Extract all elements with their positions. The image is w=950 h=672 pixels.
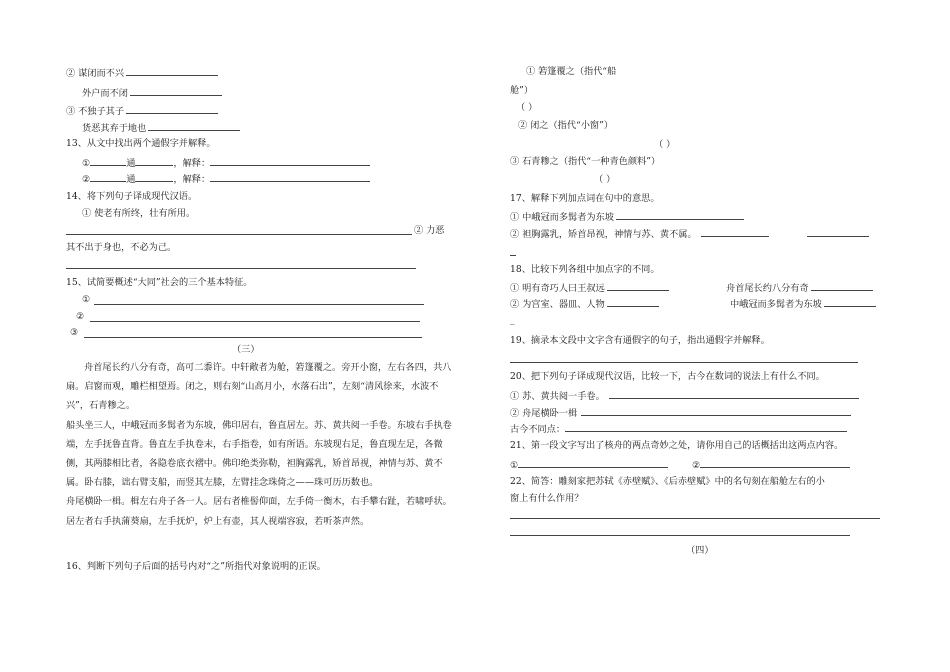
answer-blank[interactable] bbox=[616, 210, 744, 220]
q18-item-2a bbox=[510, 297, 659, 311]
q13-item-2-num: ② bbox=[82, 174, 91, 185]
answer-blank[interactable] bbox=[565, 422, 847, 432]
passage-paragraph-1: 舟首尾长约八分有奇，高可二黍许。中轩敞者为舱，箬篷覆之。旁开小窗，左右各四，共八扇。启窗而观，雕栏相望焉。闭之，则右刻“山高月小，水落石出”，左刻“清风徐来，水波不兴”，石青糁之。 bbox=[66, 362, 452, 412]
answer-line[interactable] bbox=[66, 234, 412, 235]
q15-item-2: ② bbox=[76, 311, 85, 322]
answer-blank[interactable] bbox=[90, 172, 126, 182]
q18-item-2a-text: ② 为宫室、器皿、人物 bbox=[510, 299, 605, 310]
answer-blank[interactable] bbox=[126, 66, 218, 76]
answer-line[interactable] bbox=[66, 268, 416, 269]
q18-prompt: 18、比较下列各组中加点字的不同。 bbox=[510, 264, 660, 275]
q14-item-2-cont: 其不出于身也，不必为己。 bbox=[66, 242, 177, 253]
answer-line[interactable] bbox=[510, 518, 880, 519]
q16-item-1-bracket[interactable]: （ ） bbox=[516, 102, 538, 113]
q16-item-2a: ② 闭之（指代“小窗”） bbox=[518, 120, 614, 131]
q15-item-1: ① bbox=[82, 294, 91, 305]
q12-item-2a-text: ② 谋闭而不兴 bbox=[66, 68, 125, 79]
q20-prompt: 20、把下列句子译成现代汉语，比较一下，古今在数词的说法上有什么不同。 bbox=[510, 371, 825, 382]
passage-paragraph-2: 船头坐三人，中峨冠而多髯者为东坡，佛印居右，鲁直居左。苏、黄共阅一手卷。东坡右手执卷端，左手抚鲁直背。鲁直左手执卷末，右手指卷，如有所语。东坡现右足，鲁直现左足，各微侧，其两膝相比者，各隐卷底衣褶中。佛印绝类弥勒，袒胸露乳，矫首昂视，神情与苏、黄不属。卧右膝，诎右臂支船，而竖其左膝，左臂挂念珠倚之——珠可历历数也。 bbox=[66, 419, 452, 489]
q19-prompt: 19、摘录本文段中文字含有通假字的句子，指出通假字并解释。 bbox=[510, 335, 770, 346]
q18-item-2b-text: 中峨冠而多髯者为东坡 bbox=[730, 299, 822, 310]
q20-item-3-text: 古今不同点： bbox=[510, 424, 566, 435]
q12-item-3a-text: ③ 不独子其子 bbox=[66, 106, 125, 117]
q17-item-2 bbox=[510, 227, 869, 241]
answer-blank[interactable] bbox=[126, 104, 218, 114]
answer-blank[interactable] bbox=[609, 389, 859, 399]
answer-blank[interactable] bbox=[135, 156, 173, 166]
q20-item-2 bbox=[510, 406, 851, 420]
q20-item-1 bbox=[510, 389, 859, 403]
q13-item-2 bbox=[82, 172, 370, 186]
q16-prompt: 16、判断下列句子后面的括号内对“之”所指代对象说明的正误。 bbox=[66, 561, 326, 572]
q12-item-3b bbox=[82, 121, 240, 135]
answer-line[interactable] bbox=[84, 337, 422, 338]
answer-line[interactable] bbox=[510, 362, 858, 363]
q17-item-1-text: ① 中峨冠而多髯者为东坡 bbox=[510, 212, 614, 223]
q21-item-1-num: ① bbox=[510, 460, 519, 471]
q20-item-3 bbox=[510, 422, 847, 436]
answer-blank[interactable] bbox=[607, 281, 669, 291]
q15-item-3: ③ bbox=[70, 327, 79, 338]
q21-item-2-num: ② bbox=[692, 460, 701, 471]
q17-item-1 bbox=[510, 210, 744, 224]
q21-item-2 bbox=[692, 458, 850, 472]
answer-line[interactable] bbox=[94, 304, 424, 305]
q13-tong-label: 通 bbox=[126, 174, 136, 185]
q16-item-1a: ① 箬篷覆之（指代“船 bbox=[526, 66, 617, 77]
q21-item-1 bbox=[510, 458, 668, 472]
q17-prompt: 17、解释下列加点词在句中的意思。 bbox=[510, 193, 660, 204]
answer-line[interactable] bbox=[510, 535, 850, 536]
q13-prompt: 13、从文中找出两个通假字并解释。 bbox=[66, 138, 216, 149]
answer-blank[interactable] bbox=[824, 297, 876, 307]
q16-item-3-bracket[interactable]: （ ） bbox=[594, 174, 616, 185]
answer-line[interactable] bbox=[510, 255, 516, 256]
answer-blank[interactable] bbox=[130, 86, 222, 96]
q22-prompt-line2: 窗上有什么作用？ bbox=[510, 493, 584, 504]
answer-blank[interactable] bbox=[607, 297, 659, 307]
answer-blank[interactable] bbox=[210, 172, 370, 182]
q18-item-1a-text: ① 明有奇巧人曰王叔远 bbox=[510, 283, 605, 294]
q18-trailing-dash: _ bbox=[510, 314, 515, 325]
q13-explain-label: ，解释： bbox=[173, 158, 211, 169]
section-three-heading: （三） bbox=[232, 344, 260, 355]
answer-blank[interactable] bbox=[807, 227, 869, 237]
answer-blank[interactable] bbox=[811, 281, 873, 291]
q16-item-1b: 舱”） bbox=[510, 85, 534, 96]
q14-prompt: 14、将下列句子译成现代汉语。 bbox=[66, 191, 198, 202]
answer-blank[interactable] bbox=[701, 227, 769, 237]
q18-item-1b bbox=[726, 281, 873, 295]
passage-paragraph-3: 舟尾横卧一楫。楫左右舟子各一人。居右者椎髻仰面，左手倚一衡木，右手攀右趾，若啸呼状。居左者右手执蒲葵扇，左手抚炉，炉上有壶，其人视端容寂，若听茶声然。 bbox=[66, 496, 452, 527]
q20-item-2-text: ② 舟尾横卧一楫 bbox=[510, 408, 578, 419]
q18-item-2b bbox=[730, 297, 876, 311]
answer-blank[interactable] bbox=[90, 156, 126, 166]
q12-item-2b-text: 外户而不闭 bbox=[82, 88, 128, 99]
answer-line[interactable] bbox=[90, 321, 420, 322]
q13-item-1 bbox=[82, 156, 370, 170]
q17-item-2-text: ② 袒胸露乳，矫首昂视，神情与苏、黄不属。 bbox=[510, 229, 697, 240]
q14-item-2-start: ② 力恶 bbox=[414, 225, 445, 236]
q13-explain-label: ，解释： bbox=[173, 174, 211, 185]
answer-blank[interactable] bbox=[581, 406, 851, 416]
q13-item-1-num: ① bbox=[82, 158, 91, 169]
answer-blank[interactable] bbox=[210, 156, 370, 166]
q20-item-1-text: ① 苏、黄共阅一手卷。 bbox=[510, 391, 605, 402]
section-four-heading: （四） bbox=[686, 545, 714, 556]
q12-item-3b-text: 货恶其弃于地也 bbox=[82, 123, 147, 134]
reading-passage bbox=[66, 358, 458, 531]
q16-item-3a: ③ 石青糁之（指代“一种青色颜料”） bbox=[510, 156, 661, 167]
q16-item-2-bracket[interactable]: （ ） bbox=[654, 139, 676, 150]
q13-tong-label: 通 bbox=[126, 158, 136, 169]
answer-blank[interactable] bbox=[135, 172, 173, 182]
answer-blank[interactable] bbox=[148, 121, 240, 131]
q21-prompt: 21、第一段文字写出了核舟的两点奇妙之处，请你用自己的话概括出这两点内容。 bbox=[510, 440, 844, 451]
q22-prompt-line1: 22、简答：雕刻家把苏轼《赤壁赋》、《后赤壁赋》中的名句刻在船舱左右的小 bbox=[510, 476, 825, 487]
q18-item-1b-text: 舟首尾长约八分有奇 bbox=[726, 283, 809, 294]
q18-item-1a bbox=[510, 281, 669, 295]
q12-item-2a bbox=[66, 66, 218, 80]
q15-prompt: 15、试简要概述“大同”社会的三个基本特征。 bbox=[66, 277, 253, 288]
answer-blank[interactable] bbox=[518, 458, 668, 468]
answer-blank[interactable] bbox=[700, 458, 850, 468]
q14-item-1: ① 使老有所终，壮有所用。 bbox=[82, 208, 196, 219]
q12-item-3a bbox=[66, 104, 218, 118]
q12-item-2b bbox=[82, 86, 222, 100]
